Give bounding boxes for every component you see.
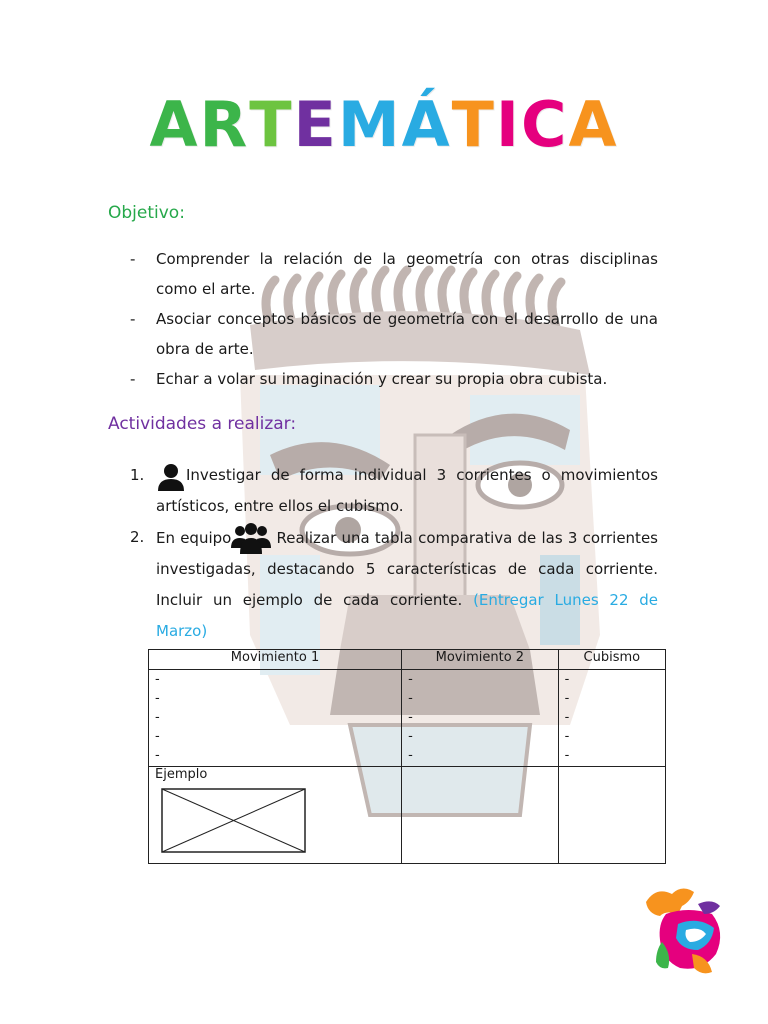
title-letter: A xyxy=(149,88,200,161)
table-row xyxy=(149,767,666,864)
table-row xyxy=(149,670,666,767)
list-item: - Asociar conceptos básicos de geometría con el desarrollo de una obra de arte. xyxy=(130,310,658,358)
objetivo-list xyxy=(130,244,658,394)
list-item: - Comprender la relación de la geometría con otras disciplinas como el arte. xyxy=(130,250,658,298)
objetivo-heading: Objetivo: xyxy=(108,203,185,223)
list-item: 1. Investigar de forma individual 3 corrientes o movimientos artísticos, entre ellos el cubismo. xyxy=(130,460,658,522)
actividades-list xyxy=(130,460,658,647)
example-cell xyxy=(558,767,665,864)
example-cell xyxy=(149,767,402,864)
column-header: Movimiento 2 xyxy=(402,650,559,670)
group-icon xyxy=(231,522,271,554)
title-letter: T xyxy=(249,88,294,161)
title-letter: R xyxy=(199,88,250,161)
table-header-row xyxy=(149,650,666,670)
list-item: 2. En equipo Realizar una tabla comparativa de las 3 corrientes investigadas, destacando 5 características de cada corriente. Incluir un ejemplo de cada corriente. (Entregar Lunes 22 de Marzo) xyxy=(130,522,658,647)
title-letter: E xyxy=(293,88,338,161)
title-letter: T xyxy=(451,88,496,161)
characteristics-cell: - - - - - xyxy=(402,670,559,767)
deadline-note: (Entregar Lunes 22 de Marzo) xyxy=(156,591,658,640)
colorful-abstract-logo-icon xyxy=(642,884,726,976)
example-label: Ejemplo xyxy=(155,767,208,782)
characteristics-cell: - - - - - xyxy=(149,670,402,767)
list-item: - Echar a volar su imaginación y crear su propia obra cubista. xyxy=(130,370,608,388)
page-title xyxy=(0,88,768,161)
title-letter: A xyxy=(568,88,619,161)
title-letter: I xyxy=(495,88,521,161)
characteristics-cell: - - - - - xyxy=(558,670,665,767)
title-letter: M xyxy=(337,88,402,161)
column-header: Cubismo xyxy=(558,650,665,670)
actividades-heading: Actividades a realizar: xyxy=(108,414,297,434)
title-letter: C xyxy=(520,88,569,161)
column-header: Movimiento 1 xyxy=(149,650,402,670)
example-cell xyxy=(402,767,559,864)
comparison-table xyxy=(148,649,666,864)
person-icon xyxy=(156,463,186,491)
title-letter: Á xyxy=(401,88,452,161)
image-placeholder-icon xyxy=(161,788,306,853)
